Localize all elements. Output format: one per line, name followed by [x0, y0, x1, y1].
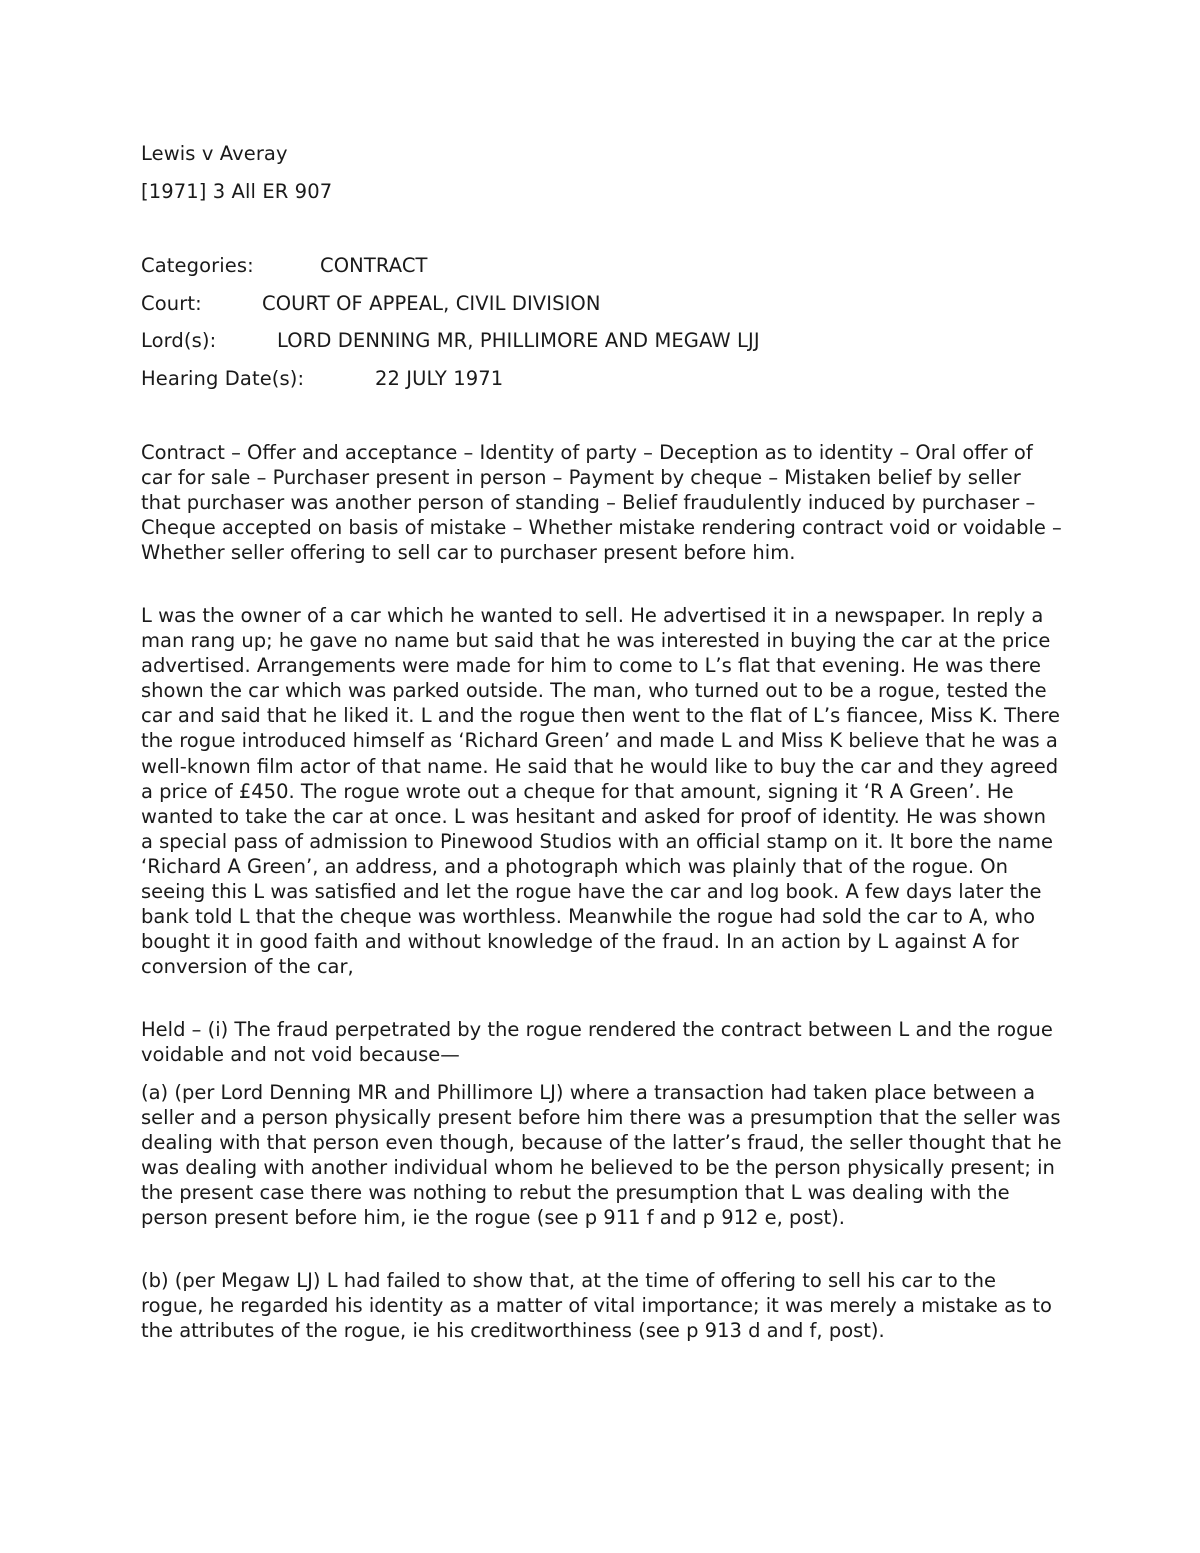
- facts-paragraph: L was the owner of a car which he wanted to sell. He advertised it in a newspaper. In reply a man rang up; he gave no name but said that he was interested in buying the car at the price advertised. Arrangements were made for him to come to L’s flat that evening. He was there shown the car which was parked outside. The man, who turned out to be a rogue, tested the car and said that he liked it. L and the rogue then went to the flat of L’s fiancee, Miss K. There the rogue introduced himself as ‘Richard Green’ and made L and Miss K believe that he was a well-known film actor of that name. He said that he would like to buy the car and they agreed a price of £450. The rogue wrote out a cheque for that amount, signing it ‘R A Green’. He wanted to take the car at once. L was hesitant and asked for proof of identity. He was shown a special pass of admission to Pinewood Studios with an official stamp on it. It bore the name ‘Richard A Green’, an address, and a photograph which was plainly that of the rogue. On seeing this L was satisfied and let the rogue have the car and log book. A few days later the bank told L that the cheque was worthless. Meanwhile the rogue had sold the car to A, who bought it in good faith and without knowledge of the fraud. In an action by L against A for conversion of the car,: [141, 604, 1060, 979]
- hearing-value: 22 JULY 1971: [375, 367, 504, 390]
- court-label: Court:: [141, 292, 202, 315]
- held-paragraph: Held – (i) The fraud perpetrated by the rogue rendered the contract between L and the rogue voidable and not void because—: [141, 1018, 1053, 1067]
- court-row: [141, 291, 601, 316]
- court-value: COURT OF APPEAL, CIVIL DIVISION: [262, 292, 601, 315]
- categories-value: CONTRACT: [320, 254, 428, 277]
- catchwords-paragraph: Contract – Offer and acceptance – Identity of party – Deception as to identity – Oral offer of car for sale – Purchaser present in person – Payment by cheque – Mistaken belief by seller that purchaser was another person of standing – Belief fraudulently induced by purchaser – Cheque accepted on basis of mistake – Whether mistake rendering contract void or voidable – Whether seller offering to sell car to purchaser present before him.: [141, 441, 1062, 565]
- lords-value: LORD DENNING MR, PHILLIMORE AND MEGAW LJJ: [277, 329, 760, 352]
- hearing-label: Hearing Date(s):: [141, 367, 305, 390]
- held-point-b-paragraph: (b) (per Megaw LJ) L had failed to show that, at the time of offering to sell his car to the rogue, he regarded his identity as a matter of vital importance; it was merely a mistake as to the attributes of the rogue, ie his creditworthiness (see p 913 d and f, post).: [141, 1269, 1052, 1343]
- case-title: Lewis v Averay: [141, 142, 288, 165]
- hearing-row: [141, 366, 504, 391]
- categories-label: Categories:: [141, 254, 254, 277]
- lords-label: Lord(s):: [141, 329, 217, 352]
- lords-row: [141, 328, 760, 353]
- categories-row: [141, 253, 428, 278]
- case-citation: [1971] 3 All ER 907: [141, 180, 333, 203]
- held-point-a-paragraph: (a) (per Lord Denning MR and Phillimore LJ) where a transaction had taken place between a seller and a person physically present before him there was a presumption that the seller was dealing with that person even though, because of the latter’s fraud, the seller thought that he was dealing with another individual whom he believed to be the person physically present; in the present case there was nothing to rebut the presumption that L was dealing with the person present before him, ie the rogue (see p 911 f and p 912 e, post).: [141, 1081, 1062, 1230]
